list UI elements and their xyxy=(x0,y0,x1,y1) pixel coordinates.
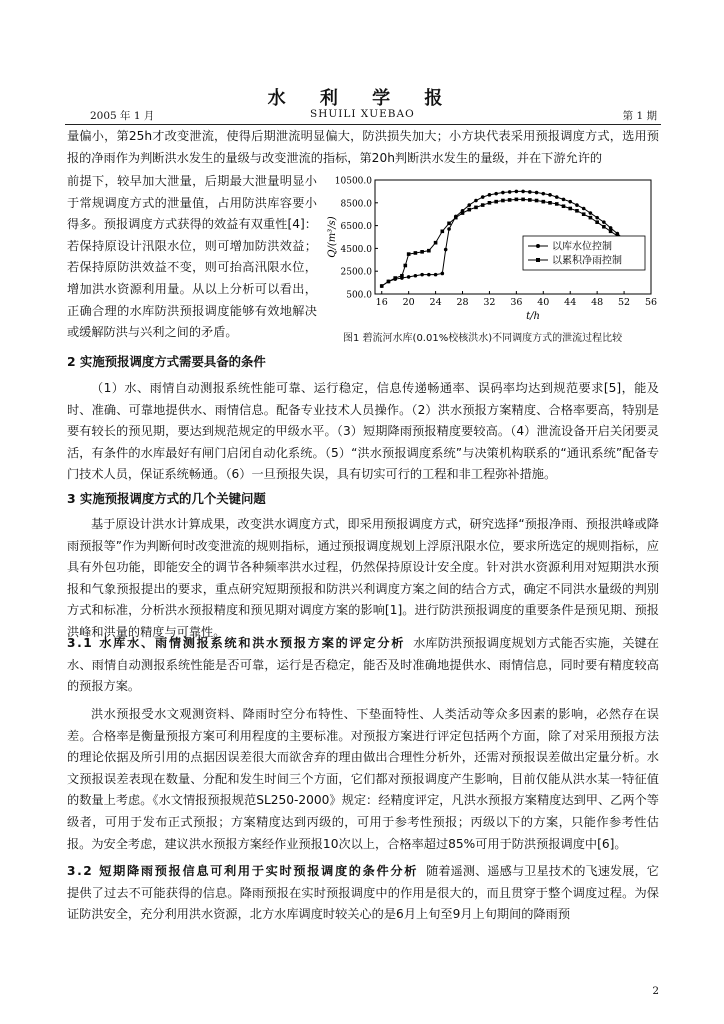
data-point xyxy=(562,204,566,208)
journal-title: 水 利 学 报 xyxy=(267,88,457,109)
x-axis-label: t/h xyxy=(526,311,540,322)
y-tick-label: 4500.0 xyxy=(340,244,372,255)
data-point xyxy=(488,193,492,197)
section-3-heading: 3 实施预报调度方式的几个关键问题 xyxy=(67,491,266,506)
x-tick-label: 32 xyxy=(483,297,496,308)
data-point xyxy=(501,199,505,203)
data-point xyxy=(441,230,445,234)
data-point xyxy=(447,227,451,231)
top-paragraph: 量偏小，第25h才改变泄流，使得后期泄流明显偏大，防洪损失加大；小方块代表采用预报调度方式，选用预报的净雨作为判断洪水发生的量级与改变泄流的指标，第20h判断洪水发生的量级，并在下游允许的 xyxy=(67,129,659,165)
data-point xyxy=(582,207,586,211)
subsection-3-1-title: 3.1 水库水、雨情测报系统和洪水预报方案的评定分析 xyxy=(67,636,406,650)
left-column-paragraph: 前提下，较早加大泄量，后期最大泄量明显小于常规调度方式的泄量值，占用防洪库容要小得多。预报调度方式获得的效益有双重性[4]：若保持原设计汛限水位，则可增加防洪效益；若保持原防洪效益不变，则可抬高汛限水位，增加洪水资源利用量。从以上分析可以看出，正确合理的水库防洪预报调度能够有效地解决或缓解防洪与兴利之间的矛盾。 xyxy=(67,174,317,340)
data-point xyxy=(467,208,471,212)
legend-label: 以累积净雨控制 xyxy=(552,255,622,267)
data-point xyxy=(434,273,438,277)
subsection-3-2-title: 3.2 短期降雨预报信息可利用于实时预报调度的条件分析 xyxy=(67,864,419,878)
subsection-3-2-text: 随着遥测、遥感与卫星技术的飞速发展，它提供了过去不可能获得的信息。降雨预报在实时预报调度中的作用是很大的，而且贯穿于整个调度过程。为保证防洪安全，充分利用洪水资源，北方水库调度时较关心的是6月上旬至9月上旬期间的降雨预 xyxy=(67,864,659,922)
data-point xyxy=(467,203,471,207)
data-point xyxy=(602,220,606,224)
data-point xyxy=(494,200,498,204)
data-point xyxy=(427,249,431,253)
data-point xyxy=(609,226,613,230)
x-tick-label: 20 xyxy=(402,297,415,308)
data-point xyxy=(444,248,448,252)
data-point xyxy=(568,207,572,211)
data-point xyxy=(555,202,559,206)
y-tick-label: 2500.0 xyxy=(340,267,372,278)
data-point xyxy=(521,190,525,194)
data-point xyxy=(602,225,606,229)
data-point xyxy=(454,216,458,220)
data-point xyxy=(541,200,545,204)
data-point xyxy=(535,191,539,195)
data-point xyxy=(387,280,391,284)
data-point xyxy=(508,198,512,202)
journal-english-name: SHUILI XUEBAO xyxy=(310,108,415,120)
section-2-heading: 2 实施预报调度方式需要具备的条件 xyxy=(67,354,266,369)
data-point xyxy=(582,212,586,216)
subsection-3-2 xyxy=(67,861,659,926)
data-point xyxy=(589,211,593,215)
data-point xyxy=(528,190,532,194)
data-point xyxy=(521,198,525,202)
data-point xyxy=(541,192,545,196)
subsection-3-1 xyxy=(67,633,659,698)
data-point xyxy=(589,216,593,220)
legend-marker xyxy=(536,244,540,248)
section-3-paragraph-1: 基于原设计洪水计算成果，改变洪水调度方式，即采用预报调度方式，研究选择“预报净雨、预报洪峰或降雨预报等”作为判断何时改变泄流的规则指标，通过预报调度规划上浮原汛限水位，要求所选定的规则指标，应具有外包功能，即能安全的调节各种频率洪水过程，仍然保持原设计安全度。针对洪水资源利用对短期洪水预报和气象预报提出的要求，重点研究短期预报和防洪兴利调度方案之间的结合方式，确定不同洪水量级的判别方式和标准，分析洪水预报精度和预见期对调度方案的影响[1]。进行防洪预报调度的重要条件是预见期、预报洪峰和洪量的精度与可靠性。 xyxy=(67,517,659,639)
y-tick-label: 6500.0 xyxy=(340,222,372,233)
data-point xyxy=(427,273,431,277)
data-point xyxy=(528,198,532,202)
y-tick-label: 8500.0 xyxy=(340,199,372,210)
data-point xyxy=(481,203,485,207)
y-tick-label: 10500.0 xyxy=(334,176,372,187)
x-tick-label: 28 xyxy=(456,297,469,308)
data-point xyxy=(447,222,451,226)
data-point xyxy=(595,216,599,220)
data-point xyxy=(575,209,579,213)
data-point xyxy=(568,200,572,204)
data-point xyxy=(434,241,438,245)
data-point xyxy=(420,273,424,277)
data-point xyxy=(407,252,411,256)
data-point xyxy=(595,220,599,224)
discharge-chart xyxy=(325,172,663,324)
section-3-paragraph-2: 洪水预报受水文观测资料、降雨时空分布特性、下垫面特性、人类活动等众多因素的影响，必然存在误差。合格率是衡量预报方案可利用程度的主要标准。对预报方案进行评定包括两个方面，除了对采用预报方法的理论依据及所引用的点据因误差很大而欲舍弃的理由做出合理性分析外，还需对预报误差做出定量分析。水文预报误差表现在数量、分配和发生时间三个方面，它们都对预报调度产生影响，目前仅能从洪水某一特征值的数量上考虑。《水文情报预报规范SL250-2000》规定：经精度评定，凡洪水预报方案精度达到甲、乙两个等级者，可用于发布正式预报；方案精度达到丙级的，可用于参考性预报；丙级以下的方案，只能作参考性估报。为安全考虑，建议洪水预报方案经作业预报10次以上，合格率超过85%可用于防洪预报调度中[6]。 xyxy=(67,707,659,851)
header-rule xyxy=(65,124,661,125)
legend-label: 以库水位控制 xyxy=(552,241,612,253)
data-point xyxy=(494,192,498,196)
data-point xyxy=(420,250,424,254)
data-point xyxy=(555,195,559,199)
data-point xyxy=(474,206,478,210)
data-point xyxy=(461,211,465,215)
data-point xyxy=(548,201,552,205)
data-point xyxy=(441,272,445,276)
x-tick-label: 24 xyxy=(429,297,442,308)
x-tick-label: 56 xyxy=(644,297,658,308)
x-tick-label: 48 xyxy=(591,297,604,308)
data-point xyxy=(562,198,566,202)
data-point xyxy=(515,198,519,202)
data-point xyxy=(414,251,418,255)
y-tick-label: 500.0 xyxy=(346,290,372,301)
issue-number: 第 1 期 xyxy=(622,110,657,122)
subsection-3-1-text: 水库防洪预报调度规划方式能否实施，关键在水、雨情自动测报系统性能是否可靠，运行是否稳定，能否及时准确地提供水、雨情信息，同时要有精度较高的预报方案。 xyxy=(67,636,659,694)
data-point xyxy=(407,275,411,279)
data-point xyxy=(488,201,492,205)
y-axis-label: Q/(m³/s) xyxy=(327,216,338,258)
x-tick-label: 40 xyxy=(537,297,550,308)
x-tick-label: 44 xyxy=(564,297,577,308)
x-tick-label: 36 xyxy=(510,297,523,308)
x-tick-label: 52 xyxy=(618,297,631,308)
legend-marker xyxy=(536,258,540,262)
data-point xyxy=(515,190,519,194)
issue-date: 2005 年 1 月 xyxy=(90,110,155,122)
page-number: 2 xyxy=(652,985,659,997)
data-point xyxy=(501,191,505,195)
data-point xyxy=(481,195,485,199)
data-point xyxy=(535,199,539,203)
x-tick-label: 16 xyxy=(375,297,388,308)
data-point xyxy=(414,274,418,278)
data-point xyxy=(575,203,579,207)
data-point xyxy=(474,199,478,203)
data-point xyxy=(508,190,512,194)
data-point xyxy=(400,274,404,278)
data-point xyxy=(609,230,613,234)
data-point xyxy=(380,284,384,288)
data-point xyxy=(548,193,552,197)
data-point xyxy=(403,264,407,268)
figure-caption: 图1 碧流河水库(0.01%校核洪水)不同调度方式的泄流过程比较 xyxy=(343,333,623,344)
data-point xyxy=(393,276,397,280)
section-2-body: （1）水、雨情自动测报系统性能可靠、运行稳定，信息传递畅通率、误码率均达到规范要求[5]，能及时、准确、可靠地提供水、雨情信息。配备专业技术人员操作。（2）洪水预报方案精度、合格率要高，特别是要有较长的预见期，要达到规范规定的甲级水平。（3）短期降雨预报精度要较高。（4）泄流设备开启关闭要灵活，有条件的水库最好有闸门启闭自动化系统。（5）“洪水预报调度系统”与决策机构联系的“通讯系统”配备专门技术人员，保证系统畅通。（6）一旦预报失误，具有切实可行的工程和非工程弥补措施。 xyxy=(67,381,659,482)
